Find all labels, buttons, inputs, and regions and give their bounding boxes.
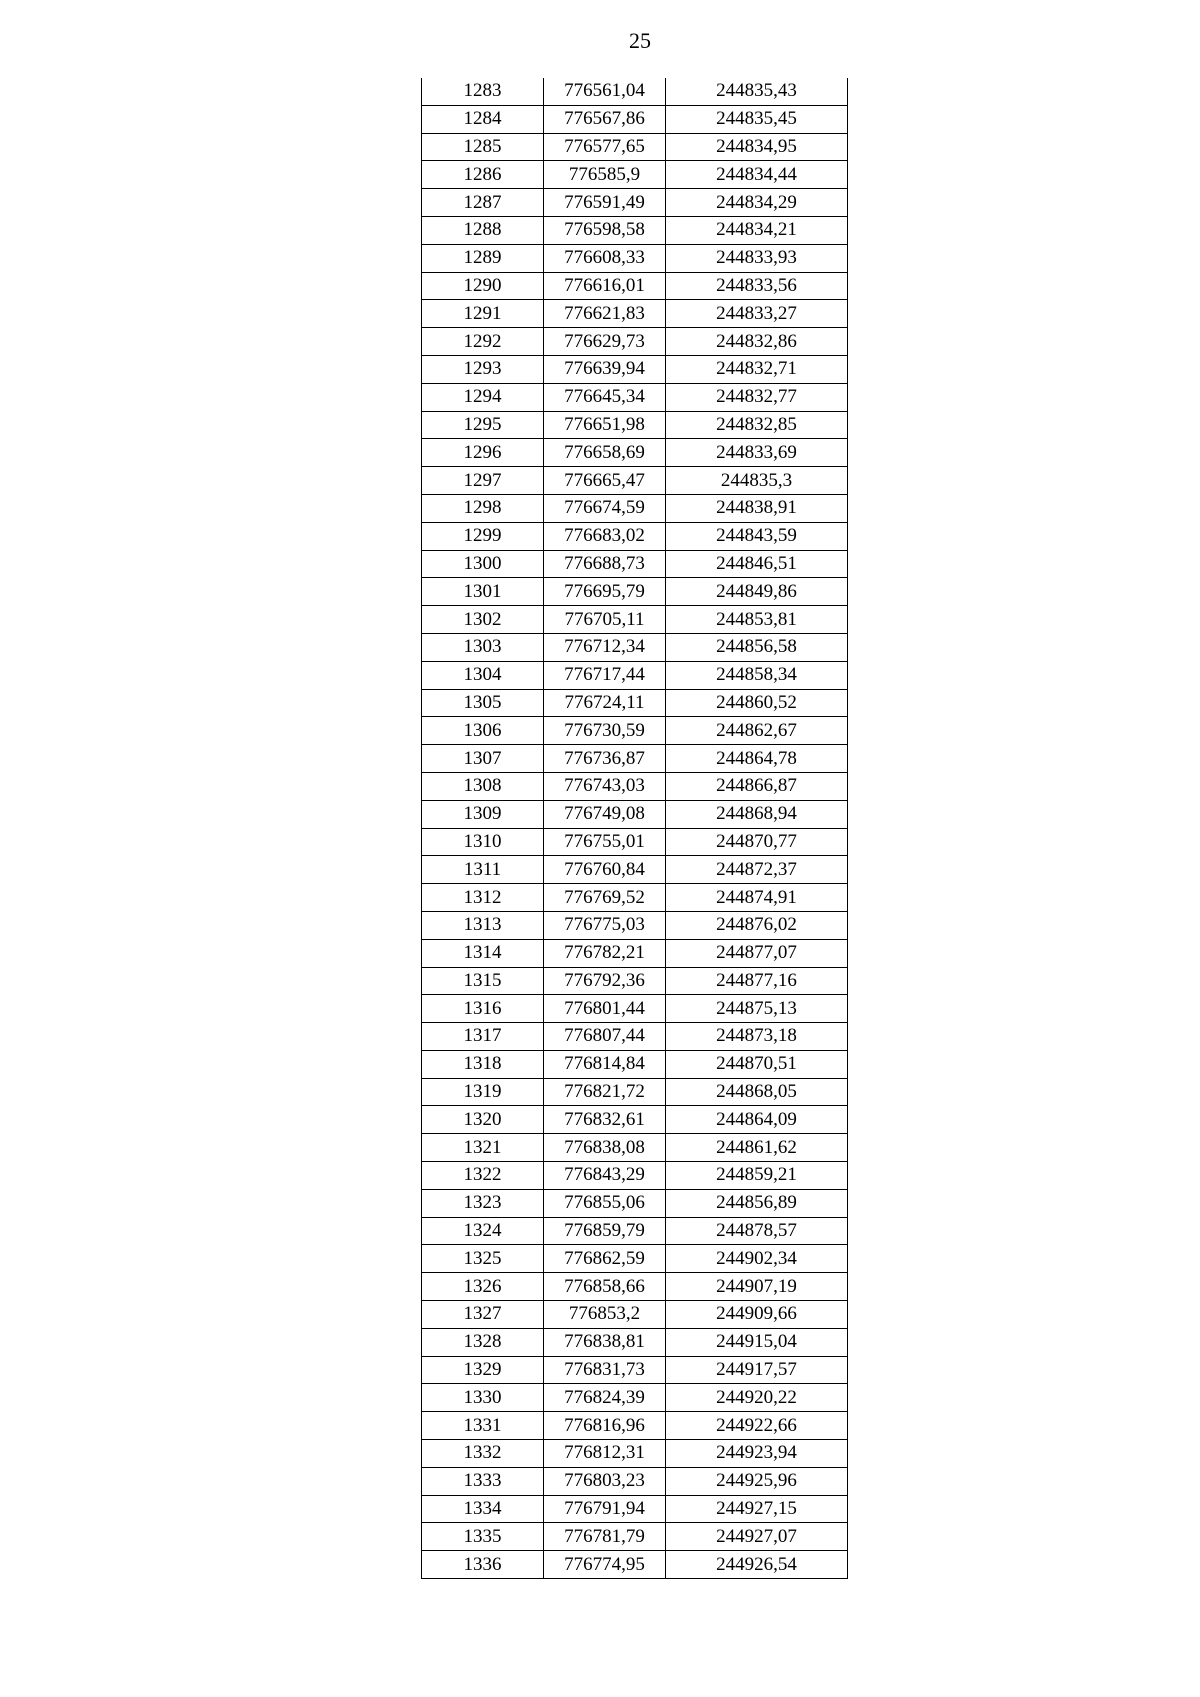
x-coordinate-cell: 776801,44 [544, 995, 666, 1023]
table-row [422, 439, 848, 467]
x-coordinate-cell: 776855,06 [544, 1189, 666, 1217]
x-coordinate-cell: 776792,36 [544, 967, 666, 995]
point-number-cell: 1301 [422, 578, 544, 606]
x-coordinate-cell: 776616,01 [544, 272, 666, 300]
point-number-cell: 1300 [422, 550, 544, 578]
table-row [422, 939, 848, 967]
table-row [422, 467, 848, 495]
y-coordinate-cell: 244849,86 [666, 578, 848, 606]
table-row [422, 856, 848, 884]
y-coordinate-cell: 244877,16 [666, 967, 848, 995]
x-coordinate-cell: 776730,59 [544, 717, 666, 745]
y-coordinate-cell: 244925,96 [666, 1467, 848, 1495]
x-coordinate-cell: 776859,79 [544, 1217, 666, 1245]
y-coordinate-cell: 244860,52 [666, 689, 848, 717]
x-coordinate-cell: 776838,81 [544, 1328, 666, 1356]
point-number-cell: 1314 [422, 939, 544, 967]
x-coordinate-cell: 776639,94 [544, 355, 666, 383]
y-coordinate-cell: 244870,51 [666, 1050, 848, 1078]
y-coordinate-cell: 244868,05 [666, 1078, 848, 1106]
x-coordinate-cell: 776645,34 [544, 383, 666, 411]
table-row [422, 1495, 848, 1523]
table-row [422, 133, 848, 161]
x-coordinate-cell: 776774,95 [544, 1551, 666, 1579]
x-coordinate-cell: 776651,98 [544, 411, 666, 439]
point-number-cell: 1293 [422, 355, 544, 383]
point-number-cell: 1289 [422, 244, 544, 272]
x-coordinate-cell: 776724,11 [544, 689, 666, 717]
y-coordinate-cell: 244832,77 [666, 383, 848, 411]
y-coordinate-cell: 244927,07 [666, 1523, 848, 1551]
table-row [422, 1273, 848, 1301]
x-coordinate-cell: 776736,87 [544, 745, 666, 773]
y-coordinate-cell: 244923,94 [666, 1440, 848, 1468]
point-number-cell: 1317 [422, 1023, 544, 1051]
table-row [422, 967, 848, 995]
y-coordinate-cell: 244926,54 [666, 1551, 848, 1579]
table-row [422, 633, 848, 661]
y-coordinate-cell: 244872,37 [666, 856, 848, 884]
point-number-cell: 1283 [422, 78, 544, 105]
x-coordinate-cell: 776832,61 [544, 1106, 666, 1134]
table-row [422, 522, 848, 550]
point-number-cell: 1288 [422, 216, 544, 244]
y-coordinate-cell: 244909,66 [666, 1301, 848, 1329]
y-coordinate-cell: 244834,95 [666, 133, 848, 161]
y-coordinate-cell: 244875,13 [666, 995, 848, 1023]
point-number-cell: 1284 [422, 105, 544, 133]
point-number-cell: 1326 [422, 1273, 544, 1301]
y-coordinate-cell: 244833,27 [666, 300, 848, 328]
table-row [422, 1245, 848, 1273]
table-row [422, 411, 848, 439]
y-coordinate-cell: 244922,66 [666, 1412, 848, 1440]
y-coordinate-cell: 244861,62 [666, 1134, 848, 1162]
y-coordinate-cell: 244832,85 [666, 411, 848, 439]
table-row [422, 189, 848, 217]
x-coordinate-cell: 776705,11 [544, 606, 666, 634]
x-coordinate-cell: 776824,39 [544, 1384, 666, 1412]
table-row [422, 911, 848, 939]
x-coordinate-cell: 776816,96 [544, 1412, 666, 1440]
x-coordinate-cell: 776812,31 [544, 1440, 666, 1468]
y-coordinate-cell: 244864,09 [666, 1106, 848, 1134]
point-number-cell: 1324 [422, 1217, 544, 1245]
x-coordinate-cell: 776803,23 [544, 1467, 666, 1495]
x-coordinate-cell: 776695,79 [544, 578, 666, 606]
point-number-cell: 1329 [422, 1356, 544, 1384]
x-coordinate-cell: 776688,73 [544, 550, 666, 578]
y-coordinate-cell: 244864,78 [666, 745, 848, 773]
table-row [422, 216, 848, 244]
page-number: 25 [629, 28, 651, 53]
point-number-cell: 1290 [422, 272, 544, 300]
point-number-cell: 1292 [422, 328, 544, 356]
x-coordinate-cell: 776760,84 [544, 856, 666, 884]
y-coordinate-cell: 244846,51 [666, 550, 848, 578]
point-number-cell: 1295 [422, 411, 544, 439]
x-coordinate-cell: 776674,59 [544, 494, 666, 522]
point-number-cell: 1323 [422, 1189, 544, 1217]
point-number-cell: 1311 [422, 856, 544, 884]
point-number-cell: 1334 [422, 1495, 544, 1523]
table-row [422, 1162, 848, 1190]
table-row [422, 884, 848, 912]
y-coordinate-cell: 244902,34 [666, 1245, 848, 1273]
point-number-cell: 1325 [422, 1245, 544, 1273]
y-coordinate-cell: 244915,04 [666, 1328, 848, 1356]
point-number-cell: 1298 [422, 494, 544, 522]
point-number-cell: 1331 [422, 1412, 544, 1440]
y-coordinate-cell: 244834,44 [666, 161, 848, 189]
x-coordinate-cell: 776743,03 [544, 772, 666, 800]
table-row [422, 1023, 848, 1051]
x-coordinate-cell: 776831,73 [544, 1356, 666, 1384]
table-row [422, 661, 848, 689]
x-coordinate-cell: 776717,44 [544, 661, 666, 689]
x-coordinate-cell: 776598,58 [544, 216, 666, 244]
y-coordinate-cell: 244873,18 [666, 1023, 848, 1051]
y-coordinate-cell: 244834,21 [666, 216, 848, 244]
x-coordinate-cell: 776781,79 [544, 1523, 666, 1551]
y-coordinate-cell: 244920,22 [666, 1384, 848, 1412]
point-number-cell: 1308 [422, 772, 544, 800]
point-number-cell: 1322 [422, 1162, 544, 1190]
point-number-cell: 1302 [422, 606, 544, 634]
y-coordinate-cell: 244853,81 [666, 606, 848, 634]
x-coordinate-cell: 776821,72 [544, 1078, 666, 1106]
point-number-cell: 1321 [422, 1134, 544, 1162]
y-coordinate-cell: 244862,67 [666, 717, 848, 745]
table-row [422, 105, 848, 133]
table-row [422, 1189, 848, 1217]
table-row [422, 1356, 848, 1384]
table-row [422, 1384, 848, 1412]
y-coordinate-cell: 244866,87 [666, 772, 848, 800]
point-number-cell: 1306 [422, 717, 544, 745]
x-coordinate-cell: 776769,52 [544, 884, 666, 912]
table-row [422, 78, 848, 105]
x-coordinate-cell: 776755,01 [544, 828, 666, 856]
y-coordinate-cell: 244835,43 [666, 78, 848, 105]
table-row [422, 1467, 848, 1495]
point-number-cell: 1309 [422, 800, 544, 828]
table-row [422, 1078, 848, 1106]
table-row [422, 1217, 848, 1245]
point-number-cell: 1319 [422, 1078, 544, 1106]
x-coordinate-cell: 776843,29 [544, 1162, 666, 1190]
y-coordinate-cell: 244878,57 [666, 1217, 848, 1245]
point-number-cell: 1330 [422, 1384, 544, 1412]
table-row [422, 995, 848, 1023]
point-number-cell: 1333 [422, 1467, 544, 1495]
table-row [422, 1523, 848, 1551]
y-coordinate-cell: 244856,58 [666, 633, 848, 661]
x-coordinate-cell: 776683,02 [544, 522, 666, 550]
table-row [422, 578, 848, 606]
table-row [422, 1134, 848, 1162]
x-coordinate-cell: 776782,21 [544, 939, 666, 967]
x-coordinate-cell: 776853,2 [544, 1301, 666, 1329]
point-number-cell: 1287 [422, 189, 544, 217]
y-coordinate-cell: 244833,69 [666, 439, 848, 467]
table-row [422, 1412, 848, 1440]
x-coordinate-cell: 776749,08 [544, 800, 666, 828]
table-row [422, 800, 848, 828]
table-body [422, 78, 848, 1579]
table-row [422, 717, 848, 745]
coordinates-table [421, 78, 848, 1579]
point-number-cell: 1286 [422, 161, 544, 189]
y-coordinate-cell: 244856,89 [666, 1189, 848, 1217]
table-row [422, 1551, 848, 1579]
x-coordinate-cell: 776585,9 [544, 161, 666, 189]
point-number-cell: 1285 [422, 133, 544, 161]
point-number-cell: 1305 [422, 689, 544, 717]
x-coordinate-cell: 776621,83 [544, 300, 666, 328]
table-row [422, 494, 848, 522]
table-row [422, 1328, 848, 1356]
point-number-cell: 1313 [422, 911, 544, 939]
table-row [422, 772, 848, 800]
table-row [422, 1301, 848, 1329]
point-number-cell: 1332 [422, 1440, 544, 1468]
table-row [422, 244, 848, 272]
table-row [422, 383, 848, 411]
y-coordinate-cell: 244835,3 [666, 467, 848, 495]
y-coordinate-cell: 244907,19 [666, 1273, 848, 1301]
point-number-cell: 1318 [422, 1050, 544, 1078]
y-coordinate-cell: 244835,45 [666, 105, 848, 133]
x-coordinate-cell: 776862,59 [544, 1245, 666, 1273]
y-coordinate-cell: 244843,59 [666, 522, 848, 550]
x-coordinate-cell: 776838,08 [544, 1134, 666, 1162]
x-coordinate-cell: 776567,86 [544, 105, 666, 133]
y-coordinate-cell: 244834,29 [666, 189, 848, 217]
table-row [422, 689, 848, 717]
table-row [422, 272, 848, 300]
table-row [422, 328, 848, 356]
point-number-cell: 1310 [422, 828, 544, 856]
x-coordinate-cell: 776807,44 [544, 1023, 666, 1051]
x-coordinate-cell: 776712,34 [544, 633, 666, 661]
point-number-cell: 1335 [422, 1523, 544, 1551]
x-coordinate-cell: 776658,69 [544, 439, 666, 467]
point-number-cell: 1299 [422, 522, 544, 550]
table-row [422, 1106, 848, 1134]
x-coordinate-cell: 776591,49 [544, 189, 666, 217]
point-number-cell: 1336 [422, 1551, 544, 1579]
point-number-cell: 1320 [422, 1106, 544, 1134]
point-number-cell: 1312 [422, 884, 544, 912]
y-coordinate-cell: 244833,56 [666, 272, 848, 300]
y-coordinate-cell: 244877,07 [666, 939, 848, 967]
y-coordinate-cell: 244868,94 [666, 800, 848, 828]
table-row [422, 606, 848, 634]
y-coordinate-cell: 244874,91 [666, 884, 848, 912]
coordinates-table-container [421, 78, 848, 1579]
table-row [422, 828, 848, 856]
x-coordinate-cell: 776577,65 [544, 133, 666, 161]
x-coordinate-cell: 776629,73 [544, 328, 666, 356]
y-coordinate-cell: 244927,15 [666, 1495, 848, 1523]
point-number-cell: 1328 [422, 1328, 544, 1356]
point-number-cell: 1297 [422, 467, 544, 495]
point-number-cell: 1291 [422, 300, 544, 328]
y-coordinate-cell: 244858,34 [666, 661, 848, 689]
table-row [422, 1050, 848, 1078]
point-number-cell: 1327 [422, 1301, 544, 1329]
x-coordinate-cell: 776775,03 [544, 911, 666, 939]
point-number-cell: 1316 [422, 995, 544, 1023]
table-row [422, 355, 848, 383]
y-coordinate-cell: 244832,71 [666, 355, 848, 383]
x-coordinate-cell: 776814,84 [544, 1050, 666, 1078]
point-number-cell: 1304 [422, 661, 544, 689]
x-coordinate-cell: 776561,04 [544, 78, 666, 105]
table-row [422, 161, 848, 189]
y-coordinate-cell: 244870,77 [666, 828, 848, 856]
y-coordinate-cell: 244876,02 [666, 911, 848, 939]
point-number-cell: 1315 [422, 967, 544, 995]
y-coordinate-cell: 244838,91 [666, 494, 848, 522]
x-coordinate-cell: 776858,66 [544, 1273, 666, 1301]
y-coordinate-cell: 244917,57 [666, 1356, 848, 1384]
x-coordinate-cell: 776665,47 [544, 467, 666, 495]
x-coordinate-cell: 776608,33 [544, 244, 666, 272]
y-coordinate-cell: 244833,93 [666, 244, 848, 272]
table-row [422, 1440, 848, 1468]
point-number-cell: 1303 [422, 633, 544, 661]
point-number-cell: 1296 [422, 439, 544, 467]
point-number-cell: 1307 [422, 745, 544, 773]
point-number-cell: 1294 [422, 383, 544, 411]
y-coordinate-cell: 244859,21 [666, 1162, 848, 1190]
table-row [422, 745, 848, 773]
y-coordinate-cell: 244832,86 [666, 328, 848, 356]
table-row [422, 300, 848, 328]
x-coordinate-cell: 776791,94 [544, 1495, 666, 1523]
table-row [422, 550, 848, 578]
